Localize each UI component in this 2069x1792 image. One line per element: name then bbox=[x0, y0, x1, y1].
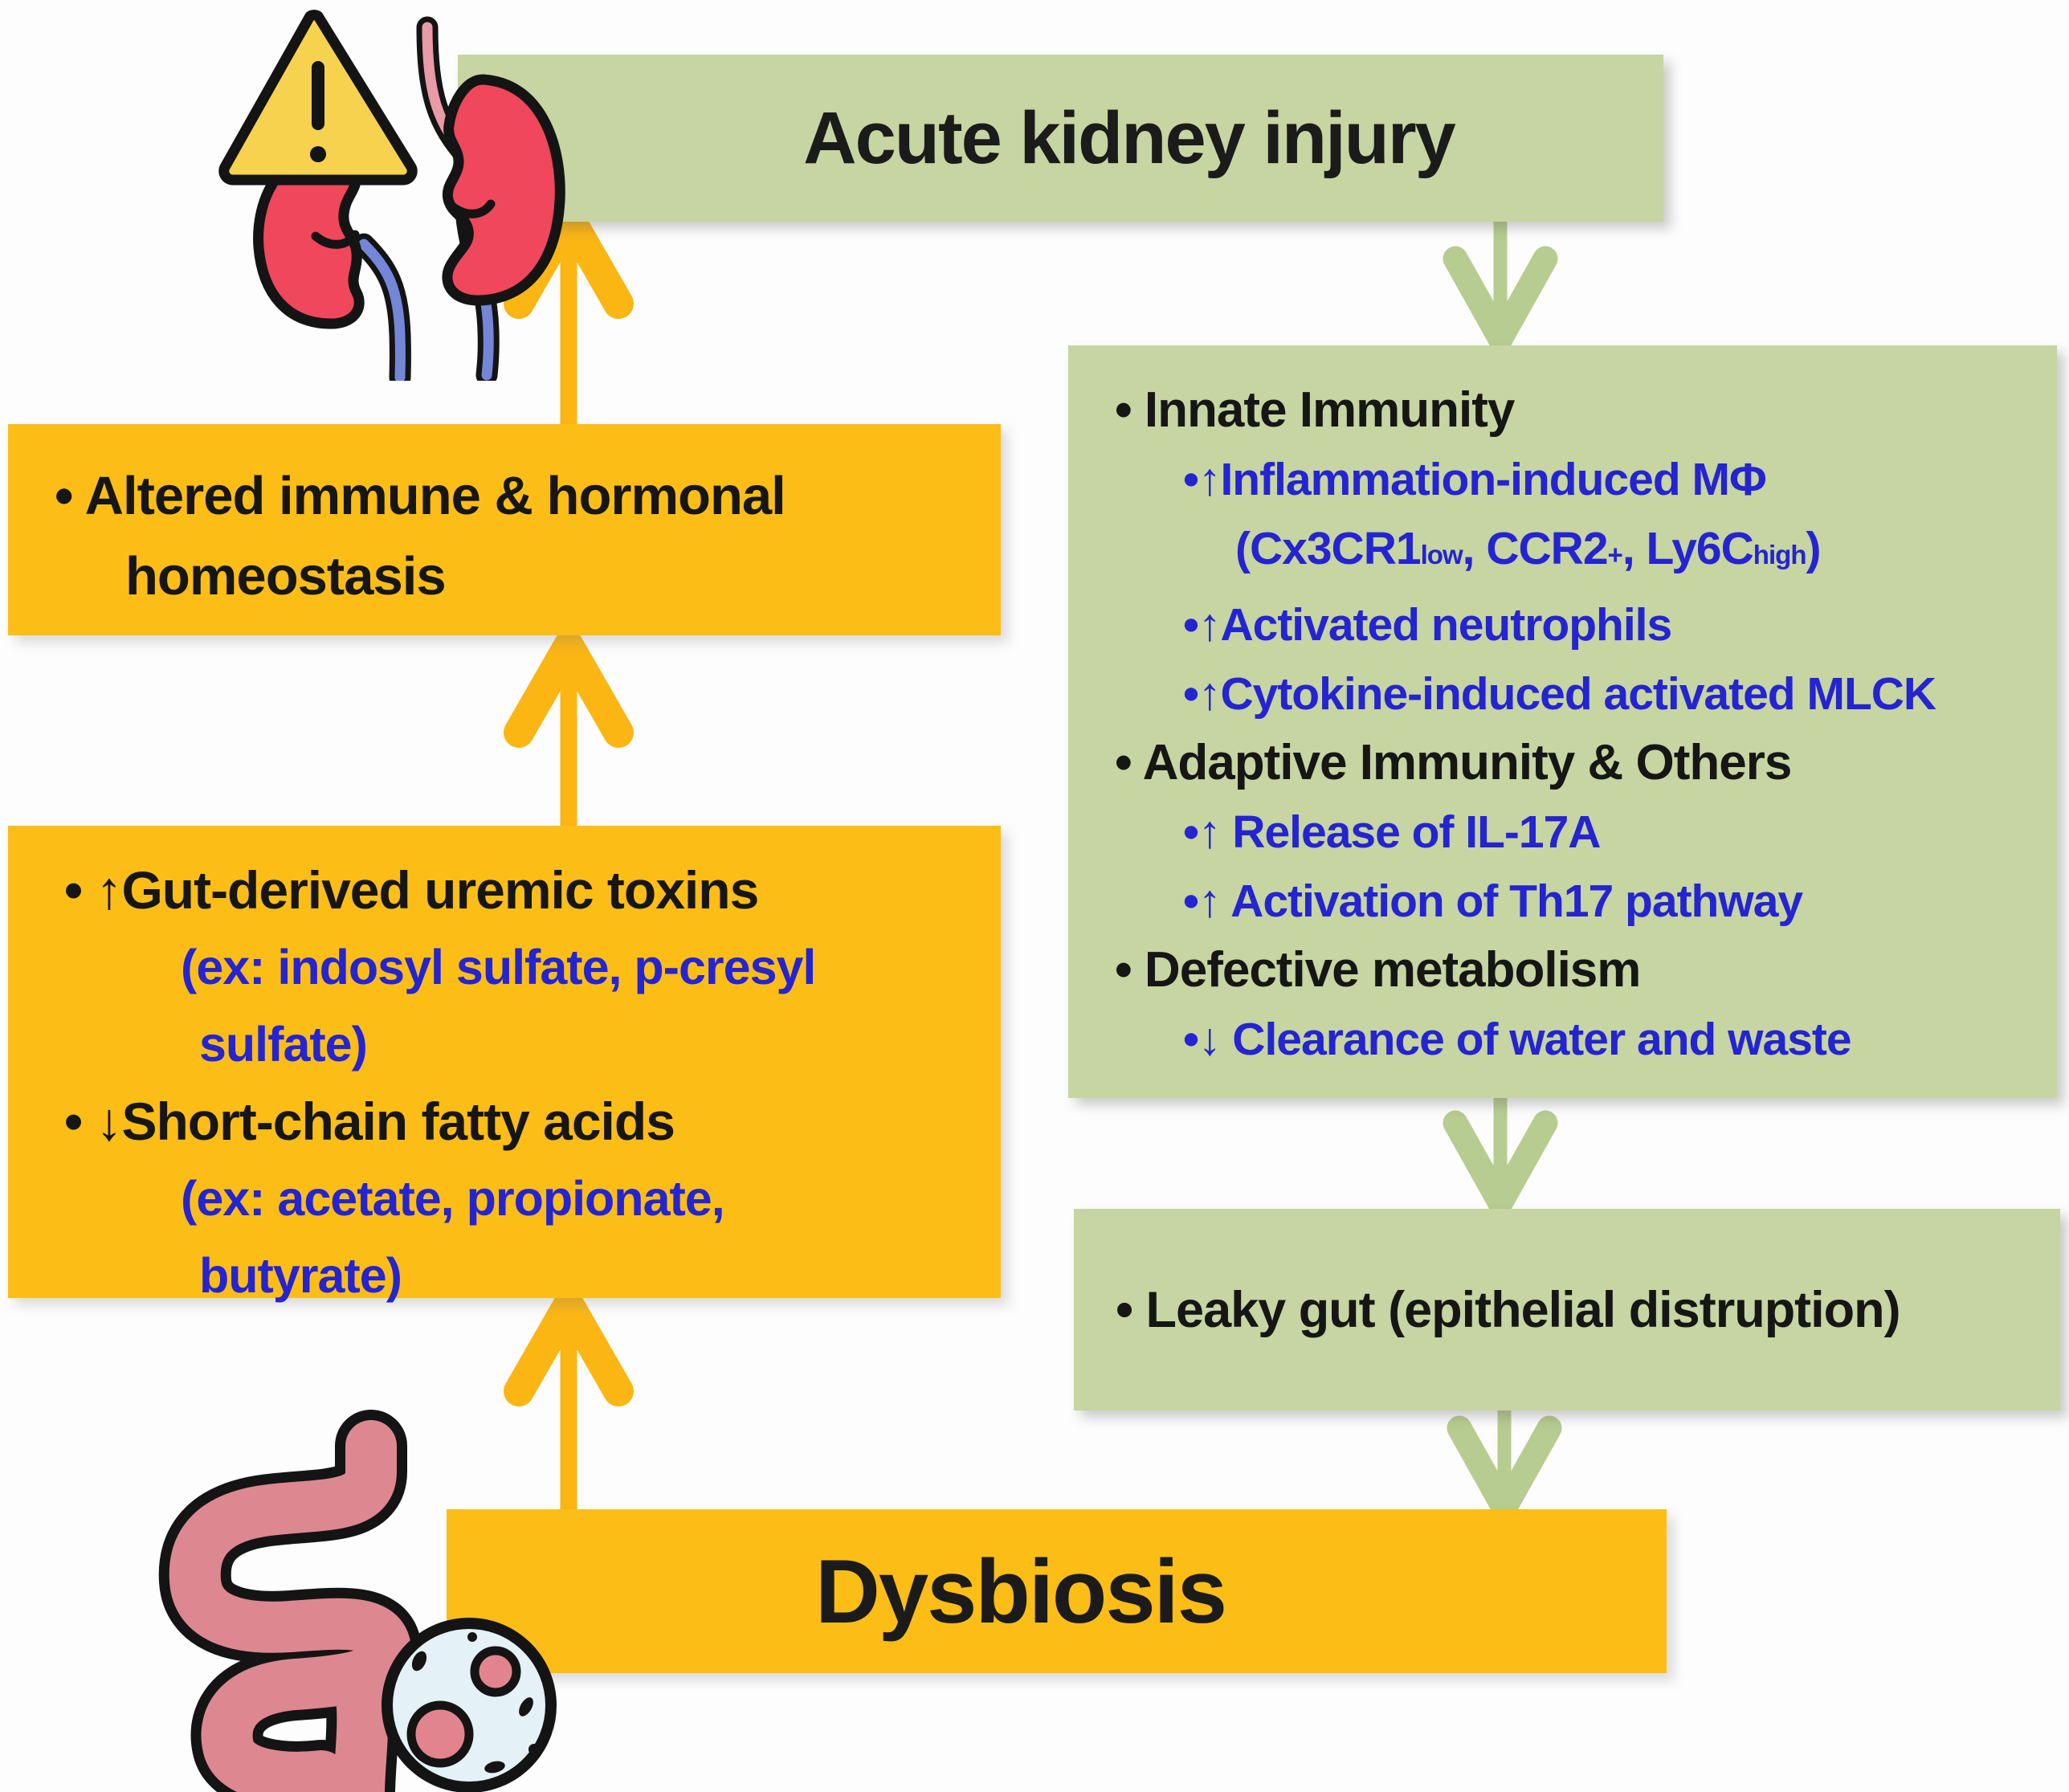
aki-title-label: Acute kidney injury bbox=[803, 96, 1455, 179]
uremic-toxins-scfa-box bbox=[8, 826, 1001, 1303]
adaptive-immunity-header: • Adaptive Immunity & Others bbox=[1115, 735, 1792, 790]
immunity-mechanisms-box bbox=[1068, 345, 2057, 1098]
defective-metabolism-header: • Defective metabolism bbox=[1115, 942, 1641, 998]
inflammation-macrophage-item: •↑Inflammation-induced MΦ bbox=[1183, 454, 1766, 505]
down-arrow-leakygut-to-dysbiosis bbox=[1436, 1406, 1573, 1514]
down-arrow-immunity-to-leakygut bbox=[1432, 1092, 1569, 1209]
altered-homeostasis-line2: homeostasis bbox=[125, 546, 446, 606]
scfa-examples-line1: (ex: acetate, propionate, bbox=[181, 1171, 724, 1226]
uremic-toxins-header: • ↑Gut-derived uremic toxins bbox=[64, 860, 759, 920]
kidney-warning-icon bbox=[201, 3, 586, 381]
clearance-item: •↓ Clearance of water and waste bbox=[1183, 1014, 1851, 1065]
scfa-examples-line2: butyrate) bbox=[199, 1248, 402, 1303]
intestine-microbiome-icon bbox=[120, 1407, 586, 1792]
altered-homeostasis-line1: • Altered immune & hormonal bbox=[55, 466, 786, 526]
aki-title-banner bbox=[458, 55, 1663, 222]
activated-neutrophils-item: •↑Activated neutrophils bbox=[1183, 599, 1672, 651]
innate-immunity-header: • Innate Immunity bbox=[1115, 382, 1515, 438]
il17a-item: •↑ Release of IL-17A bbox=[1183, 806, 1601, 858]
leaky-gut-label: • Leaky gut (epithelial distruption) bbox=[1116, 1281, 1900, 1338]
uremic-toxins-examples-line1: (ex: indosyl sulfate, p-cresyl bbox=[181, 940, 816, 994]
uremic-toxins-examples-line2: sulfate) bbox=[199, 1017, 367, 1072]
up-arrow-toxins-to-altered bbox=[492, 635, 645, 835]
scfa-header: • ↓Short-chain fatty acids bbox=[64, 1092, 675, 1151]
dysbiosis-banner bbox=[447, 1509, 1667, 1673]
warning-triangle-icon bbox=[224, 15, 412, 180]
macrophage-receptors-item: (Cx3CR1low, CCR2+, Ly6Chigh) bbox=[1235, 523, 1821, 574]
microbes-circle bbox=[387, 1623, 551, 1787]
altered-homeostasis-box bbox=[8, 424, 1001, 635]
down-arrow-aki-to-immunity bbox=[1432, 217, 1569, 349]
th17-item: •↑ Activation of Th17 pathway bbox=[1183, 876, 1803, 927]
leaky-gut-box bbox=[1074, 1209, 2060, 1410]
dysbiosis-label: Dysbiosis bbox=[814, 1541, 1226, 1642]
right-kidney-shape bbox=[447, 80, 560, 300]
mlck-item: •↑Cytokine-induced activated MLCK bbox=[1183, 668, 1936, 720]
